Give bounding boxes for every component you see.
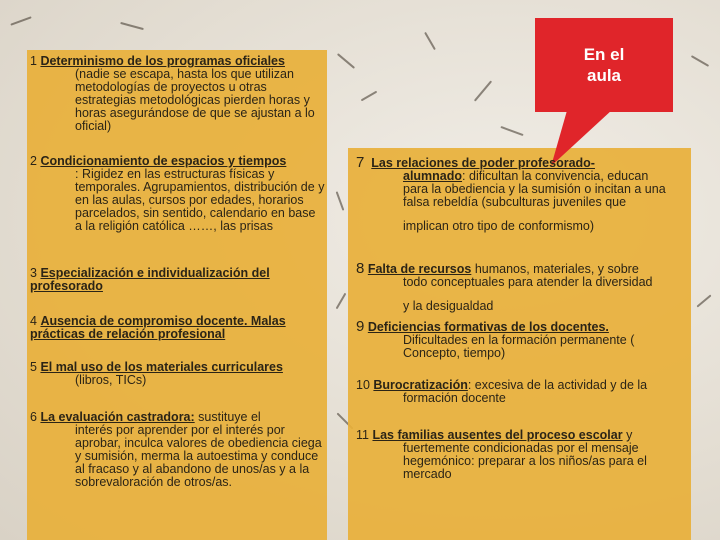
- item-title: Falta de recursos: [367, 262, 472, 276]
- item-title: Especialización e individualización del profesorado: [30, 266, 270, 293]
- list-item: [30, 55, 325, 133]
- item-inline: sustituye el: [194, 410, 261, 424]
- item-inline: : dificultan la convivencia, educan: [462, 169, 649, 183]
- item-number: 9: [356, 318, 365, 335]
- list-item: [30, 315, 320, 341]
- item-number: 10: [356, 378, 370, 392]
- item-body: (nadie se escapa, hasta los que utilizan metodologías de proyectos u otras estrategias metodológicas pierden horas y horas asegurándose de que se ajustan a lo oficial): [75, 67, 315, 133]
- bubble-line-1: En el: [583, 45, 625, 64]
- item-body: : Rigidez en las estructuras físicas y temporales. Agrupamientos, distribución de y en las aulas, cursos por edades, horarios parcelados, sin sentido, calendario en base a la religión católica ……, las prisas: [75, 167, 325, 233]
- item-title: Condicionamiento de espacios y tiempos: [40, 154, 287, 168]
- item-title: Determinismo de los programas oficiales: [40, 54, 285, 68]
- item-number: 3: [30, 266, 37, 280]
- item-title: Las familias ausentes del proceso escolar: [372, 428, 623, 442]
- item-title: Burocratización: [373, 378, 468, 392]
- list-item: [356, 320, 691, 360]
- item-number: 6: [30, 410, 37, 424]
- item-inline: y: [622, 428, 633, 442]
- item-inline: : excesiva de la actividad y de la: [467, 378, 648, 392]
- list-item: [30, 155, 325, 233]
- item-body: fuertemente condicionadas por el mensaje hegemónico: preparar a los niños/as para el mercado: [403, 441, 647, 481]
- item-extra: implican otro tipo de conformismo): [403, 219, 595, 233]
- list-item: [356, 429, 691, 481]
- bubble-line-2: aula: [586, 66, 622, 85]
- item-number: 7: [356, 154, 365, 171]
- item-title-line2: alumnado: [403, 169, 463, 183]
- list-item: [30, 361, 325, 387]
- item-body: Dificultades en la formación permanente ( Concepto, tiempo): [403, 333, 635, 360]
- item-body: formación docente: [403, 391, 506, 405]
- item-number: 11: [356, 428, 369, 442]
- speech-bubble: [535, 18, 673, 112]
- item-body: interés por aprender por el interés por aprobar, inculca valores de obediencia ciega y sumisión, merma la autoestima y conduce al fracaso y al abandono de unos/as y a la sobrevaloración de otros/as.: [75, 423, 322, 489]
- item-title: El mal uso de los materiales curriculares: [40, 360, 283, 374]
- item-number: 1: [30, 54, 37, 68]
- list-item: [356, 379, 691, 405]
- item-inline: humanos, materiales, y sobre: [471, 262, 639, 276]
- list-item: [356, 156, 691, 233]
- item-title: La evaluación castradora:: [40, 410, 195, 424]
- item-body: todo conceptuales para atender la diversidad: [403, 275, 653, 289]
- item-number: 8: [356, 260, 365, 277]
- item-number: 2: [30, 154, 37, 168]
- list-item: [30, 267, 320, 293]
- list-item: [356, 262, 691, 313]
- item-body: (libros, TICs): [75, 373, 147, 387]
- item-body: para la obediencia y la sumisión o incitan a una falsa rebeldía (subculturas juveniles que: [403, 182, 666, 209]
- item-extra: y la desigualdad: [403, 299, 494, 313]
- item-title: Ausencia de compromiso docente. Malas prácticas de relación profesional: [30, 314, 286, 341]
- item-number: 5: [30, 360, 37, 374]
- item-title: Las relaciones de poder profesorado-: [371, 156, 595, 170]
- list-item: [30, 411, 325, 489]
- item-number: 4: [30, 314, 37, 328]
- item-title: Deficiencias formativas de los docentes.: [367, 320, 609, 334]
